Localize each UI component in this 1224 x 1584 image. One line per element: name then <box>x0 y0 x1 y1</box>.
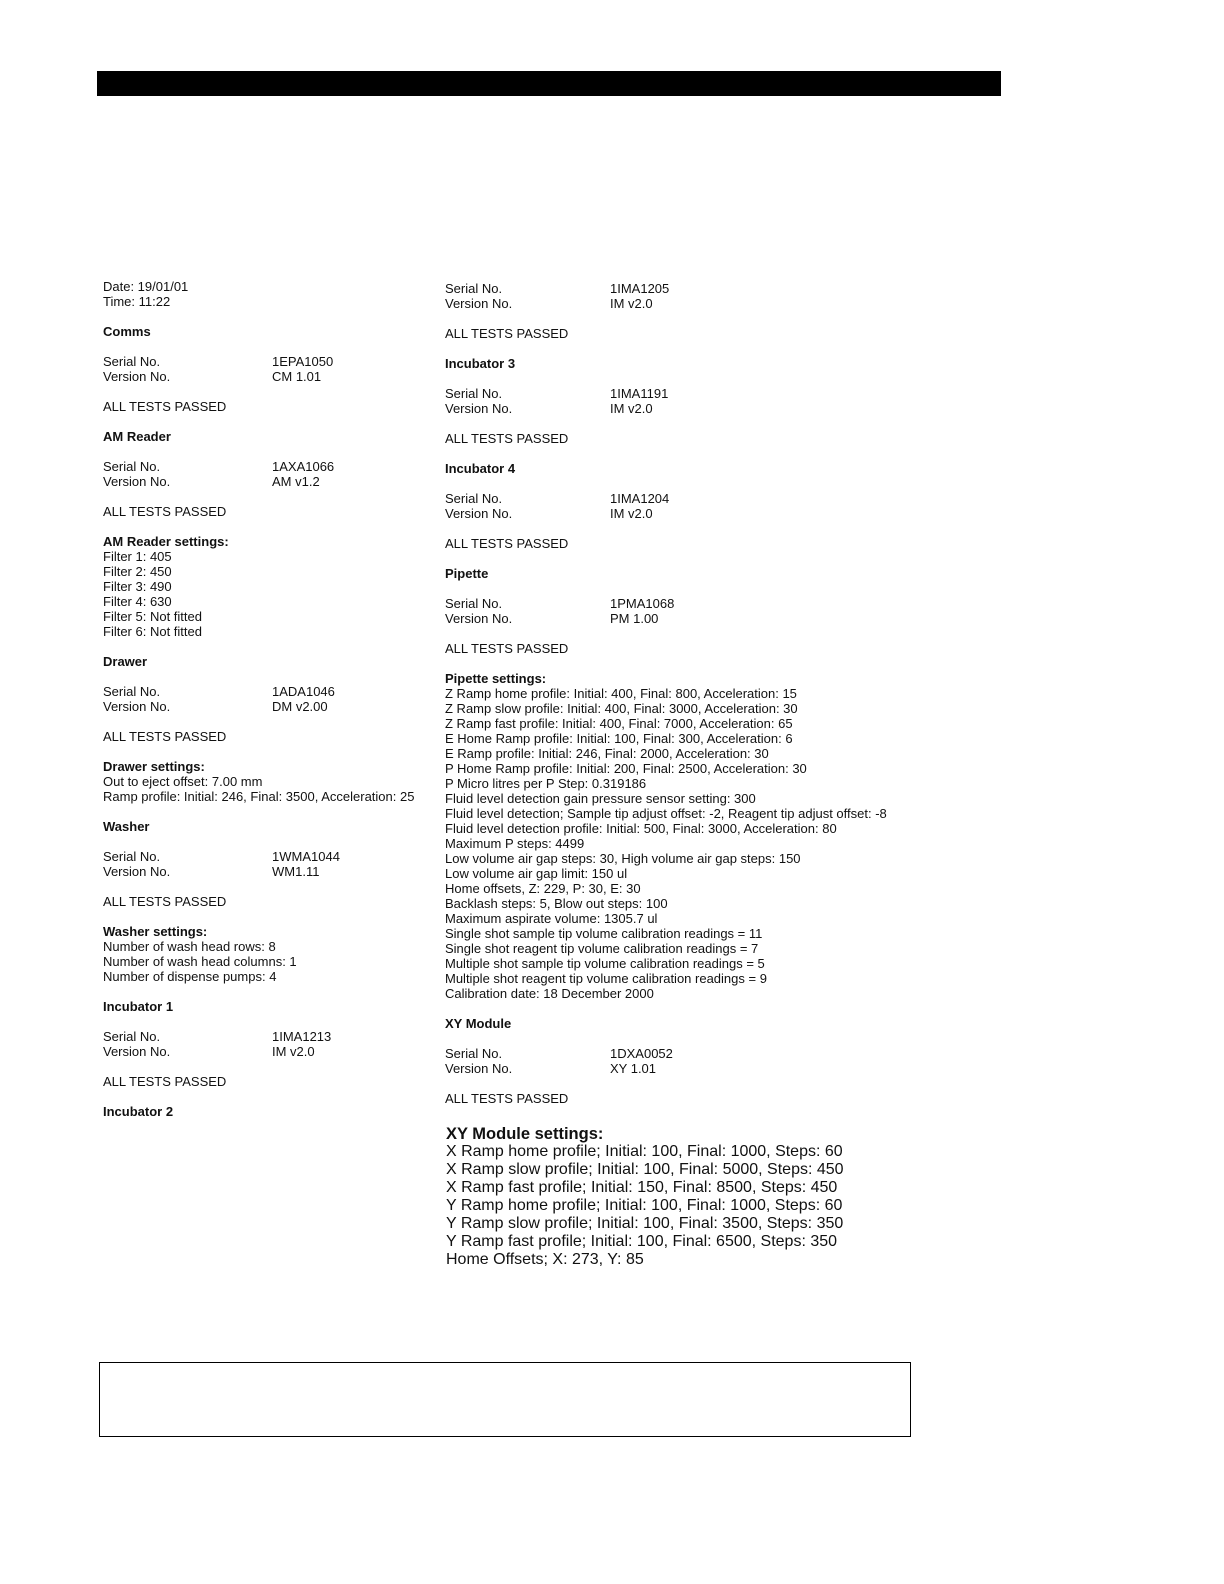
am-reader-status: ALL TESTS PASSED <box>103 504 227 519</box>
incubator-1-version-row <box>103 1044 433 1059</box>
serial-value: 1ADA1046 <box>272 684 335 699</box>
version-label: Version No. <box>445 506 513 521</box>
am-reader-version-row <box>103 474 433 489</box>
washer-version-row <box>103 864 433 879</box>
serial-value: 1IMA1191 <box>610 386 669 401</box>
settings-line: Multiple shot sample tip volume calibration readings = 5 <box>445 956 765 971</box>
section-heading-xy-module: XY Module <box>445 1016 512 1031</box>
comms-status: ALL TESTS PASSED <box>103 399 227 414</box>
settings-line: Fluid level detection gain pressure sensor setting: 300 <box>445 791 756 806</box>
settings-line: Number of wash head columns: 1 <box>103 954 297 969</box>
version-label: Version No. <box>445 1061 513 1076</box>
xy-module-status: ALL TESTS PASSED <box>445 1091 569 1106</box>
incubator-3-status: ALL TESTS PASSED <box>445 431 569 446</box>
section-heading-drawer: Drawer <box>103 654 148 669</box>
pipette-version-row <box>445 611 915 626</box>
section-heading-drawer-settings: Drawer settings: <box>103 759 205 774</box>
washer-status: ALL TESTS PASSED <box>103 894 227 909</box>
settings-line: Ramp profile: Initial: 246, Final: 3500, Acceleration: 25 <box>103 789 415 804</box>
serial-label: Serial No. <box>445 386 503 401</box>
settings-line: Calibration date: 18 December 2000 <box>445 986 654 1001</box>
incubator-4-status: ALL TESTS PASSED <box>445 536 569 551</box>
incubator-2-serial-row <box>445 281 915 296</box>
section-heading-washer: Washer <box>103 819 150 834</box>
serial-value: 1AXA1066 <box>272 459 335 474</box>
serial-label: Serial No. <box>103 849 161 864</box>
incubator-2-version-row <box>445 296 915 311</box>
version-value: IM v2.0 <box>610 296 653 311</box>
serial-label: Serial No. <box>445 596 503 611</box>
serial-value: 1PMA1068 <box>610 596 675 611</box>
serial-value: 1DXA0052 <box>610 1046 673 1061</box>
xy-module-serial-row <box>445 1046 915 1061</box>
section-heading-pipette: Pipette <box>445 566 489 581</box>
settings-line: E Home Ramp profile: Initial: 100, Final: 300, Acceleration: 6 <box>445 731 793 746</box>
serial-value: 1WMA1044 <box>272 849 340 864</box>
version-value: XY 1.01 <box>610 1061 657 1076</box>
settings-line: Maximum aspirate volume: 1305.7 ul <box>445 911 658 926</box>
settings-line: Single shot sample tip volume calibration readings = 11 <box>445 926 763 941</box>
settings-line: Filter 3: 490 <box>103 579 172 594</box>
serial-label: Serial No. <box>103 1029 161 1044</box>
report-date: Date: 19/01/01 <box>103 279 189 294</box>
serial-value: 1EPA1050 <box>272 354 334 369</box>
settings-line: Number of wash head rows: 8 <box>103 939 276 954</box>
settings-line: Filter 5: Not fitted <box>103 609 202 624</box>
section-heading-incubator-4: Incubator 4 <box>445 461 516 476</box>
am-reader-serial-row <box>103 459 433 474</box>
settings-line: Fluid level detection; Sample tip adjust offset: -2, Reagent tip adjust offset: -8 <box>445 806 887 821</box>
left-column <box>103 279 433 1119</box>
serial-label: Serial No. <box>103 459 161 474</box>
settings-line: Y Ramp home profile; Initial: 100, Final: 1000, Steps: 60 <box>446 1197 843 1214</box>
version-value: IM v2.0 <box>610 401 653 416</box>
washer-serial-row <box>103 849 433 864</box>
version-value: PM 1.00 <box>610 611 659 626</box>
pipette-serial-row <box>445 596 915 611</box>
section-heading-xy-module-settings: XY Module settings: <box>446 1125 604 1143</box>
version-value: CM 1.01 <box>272 369 322 384</box>
incubator-4-version-row <box>445 506 915 521</box>
section-heading-washer-settings: Washer settings: <box>103 924 208 939</box>
version-value: DM v2.00 <box>272 699 328 714</box>
xy-module-version-row <box>445 1061 915 1076</box>
comms-serial-row <box>103 354 433 369</box>
version-label: Version No. <box>103 474 171 489</box>
settings-line: E Ramp profile: Initial: 246, Final: 2000, Acceleration: 30 <box>445 746 769 761</box>
settings-line: Low volume air gap steps: 30, High volume air gap steps: 150 <box>445 851 801 866</box>
settings-line: Number of dispense pumps: 4 <box>103 969 277 984</box>
section-heading-am-reader-settings: AM Reader settings: <box>103 534 229 549</box>
settings-line: P Home Ramp profile: Initial: 200, Final: 2500, Acceleration: 30 <box>445 761 807 776</box>
version-value: WM1.11 <box>272 864 320 879</box>
incubator-3-version-row <box>445 401 915 416</box>
section-heading-incubator-2: Incubator 2 <box>103 1104 174 1119</box>
settings-line: Y Ramp fast profile; Initial: 100, Final: 6500, Steps: 350 <box>446 1233 838 1250</box>
version-label: Version No. <box>103 369 171 384</box>
version-value: AM v1.2 <box>272 474 320 489</box>
settings-line: Filter 1: 405 <box>103 549 172 564</box>
settings-line: X Ramp fast profile; Initial: 150, Final: 8500, Steps: 450 <box>446 1179 838 1196</box>
section-heading-pipette-settings: Pipette settings: <box>445 671 547 686</box>
drawer-version-row <box>103 699 433 714</box>
incubator-1-serial-row <box>103 1029 433 1044</box>
header-bar <box>97 71 1001 96</box>
incubator-1-status: ALL TESTS PASSED <box>103 1074 227 1089</box>
settings-line: Z Ramp slow profile: Initial: 400, Final: 3000, Acceleration: 30 <box>445 701 798 716</box>
serial-value: 1IMA1204 <box>610 491 670 506</box>
version-label: Version No. <box>103 1044 171 1059</box>
settings-line: P Micro litres per P Step: 0.319186 <box>445 776 647 791</box>
serial-value: 1IMA1205 <box>610 281 670 296</box>
serial-label: Serial No. <box>445 491 503 506</box>
settings-line: X Ramp slow profile; Initial: 100, Final: 5000, Steps: 450 <box>446 1161 844 1178</box>
version-label: Version No. <box>445 401 513 416</box>
incubator-4-serial-row <box>445 491 915 506</box>
version-value: IM v2.0 <box>610 506 653 521</box>
incubator-3-serial-row <box>445 386 915 401</box>
serial-value: 1IMA1213 <box>272 1029 332 1044</box>
report-time: Time: 11:22 <box>103 294 171 309</box>
section-heading-am-reader: AM Reader <box>103 429 171 444</box>
serial-label: Serial No. <box>103 684 161 699</box>
right-column <box>445 281 915 1106</box>
serial-label: Serial No. <box>103 354 161 369</box>
settings-line: Out to eject offset: 7.00 mm <box>103 774 263 789</box>
version-label: Version No. <box>445 296 513 311</box>
settings-line: X Ramp home profile; Initial: 100, Final: 1000, Steps: 60 <box>446 1143 843 1160</box>
settings-line: Filter 2: 450 <box>103 564 172 579</box>
settings-line: Fluid level detection profile: Initial: 500, Final: 3000, Acceleration: 80 <box>445 821 837 836</box>
settings-line: Z Ramp fast profile: Initial: 400, Final: 7000, Acceleration: 65 <box>445 716 793 731</box>
version-label: Version No. <box>445 611 513 626</box>
drawer-serial-row <box>103 684 433 699</box>
settings-line: Filter 4: 630 <box>103 594 172 609</box>
version-value: IM v2.0 <box>272 1044 315 1059</box>
serial-label: Serial No. <box>445 1046 503 1061</box>
incubator-2-status: ALL TESTS PASSED <box>445 326 569 341</box>
section-heading-incubator-1: Incubator 1 <box>103 999 174 1014</box>
section-heading-comms: Comms <box>103 324 151 339</box>
version-label: Version No. <box>103 699 171 714</box>
pipette-status: ALL TESTS PASSED <box>445 641 569 656</box>
footer-box <box>99 1362 911 1437</box>
settings-line: Low volume air gap limit: 150 ul <box>445 866 628 881</box>
serial-label: Serial No. <box>445 281 503 296</box>
settings-line: Single shot reagent tip volume calibration readings = 7 <box>445 941 759 956</box>
settings-line: Multiple shot reagent tip volume calibration readings = 9 <box>445 971 767 986</box>
settings-line: Y Ramp slow profile; Initial: 100, Final: 3500, Steps: 350 <box>446 1215 844 1232</box>
settings-line: Filter 6: Not fitted <box>103 624 202 639</box>
comms-version-row <box>103 369 433 384</box>
settings-line: Backlash steps: 5, Blow out steps: 100 <box>445 896 668 911</box>
settings-line: Z Ramp home profile: Initial: 400, Final: 800, Acceleration: 15 <box>445 686 797 701</box>
settings-line: Maximum P steps: 4499 <box>445 836 585 851</box>
settings-line: Home offsets, Z: 229, P: 30, E: 30 <box>445 881 641 896</box>
xy-module-settings <box>446 1125 844 1269</box>
settings-line: Home Offsets; X: 273, Y: 85 <box>446 1251 644 1268</box>
version-label: Version No. <box>103 864 171 879</box>
drawer-status: ALL TESTS PASSED <box>103 729 227 744</box>
section-heading-incubator-3: Incubator 3 <box>445 356 516 371</box>
